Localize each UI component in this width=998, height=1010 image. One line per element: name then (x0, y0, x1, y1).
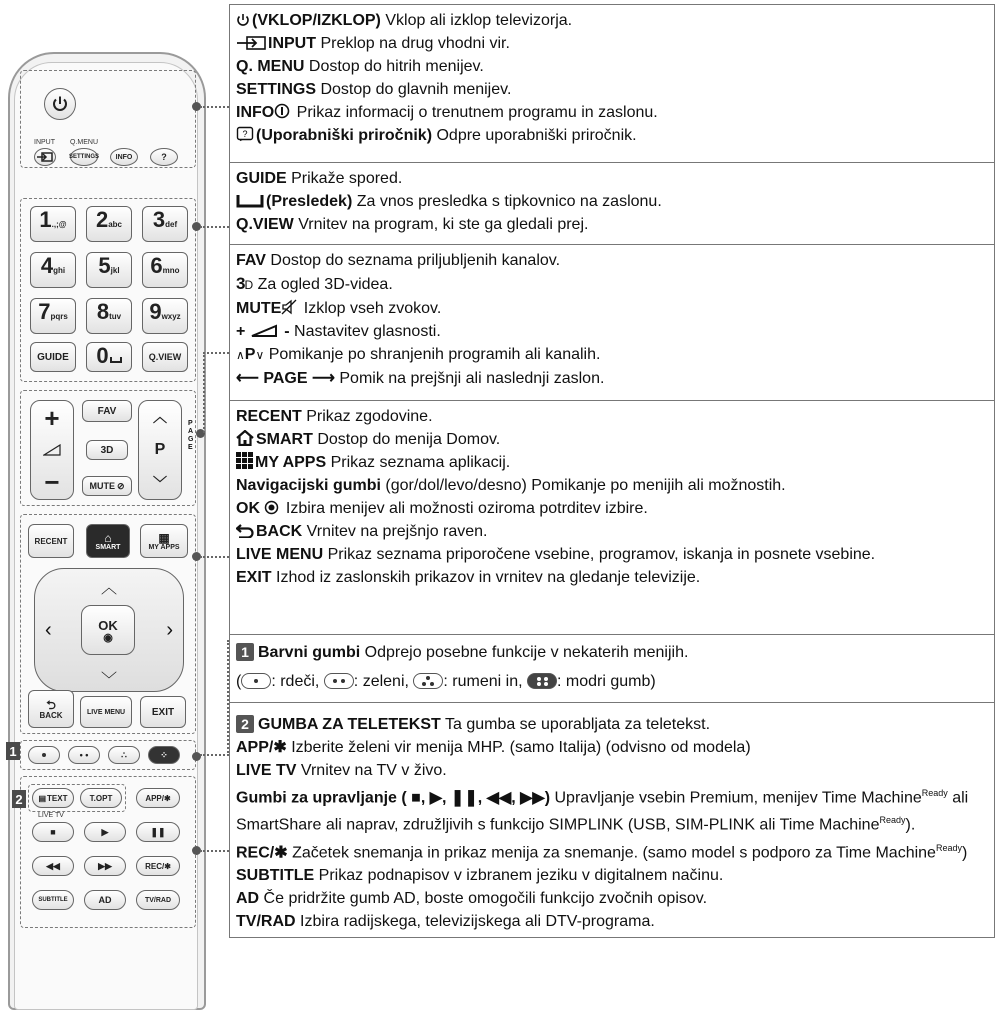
apps-grid-icon: ▦ (158, 530, 170, 545)
number-key-letters: mno (162, 266, 180, 275)
info-name: INFO (236, 104, 275, 121)
green-desc: : zeleni, (353, 673, 414, 690)
number-key-3[interactable] (142, 206, 188, 242)
guide-button[interactable] (30, 342, 76, 372)
control-buttons-name: Gumbi za upravljanje (236, 789, 397, 807)
desc-settings (236, 78, 988, 101)
ad-button-label: AD (98, 895, 112, 905)
volume-rocker[interactable] (30, 400, 74, 500)
exit-desc: Izhod iz zaslonskih prikazov in vrnitev na gledanje televizije. (271, 569, 701, 586)
number-key-letters: def (165, 220, 178, 229)
navigation-desc: (gor/dol/levo/desno) Pomikanje po menijih ali možnostih. (380, 477, 786, 494)
recent-button-label: RECENT (34, 536, 68, 546)
desc-control-buttons (236, 782, 988, 837)
program-label: P (154, 441, 166, 458)
power-icon (236, 13, 250, 27)
zero-space-button[interactable] (86, 342, 132, 372)
green-key-icon (324, 673, 354, 689)
topt-button[interactable] (80, 788, 122, 808)
chevron-down-icon: ﹀ (153, 475, 167, 491)
connector-5 (200, 640, 229, 756)
number-key-digit: 6 (150, 253, 162, 278)
number-key-digit: 2 (95, 207, 108, 232)
program-name: P (244, 346, 256, 363)
home-icon (236, 430, 254, 446)
page-desc: Pomik na prejšnji ali naslednji zaslon. (334, 370, 605, 387)
stop-icon: ■ (50, 827, 56, 837)
livetv-label: LIVE TV (38, 812, 64, 819)
desc-livemenu (236, 543, 956, 566)
number-key-digit: 1 (39, 207, 51, 232)
space-icon (110, 357, 122, 363)
number-key-letters: tuv (109, 312, 122, 321)
volume-down-label: − (44, 467, 60, 497)
desc-navigation (236, 474, 988, 497)
qmenu-name: Q. MENU (236, 58, 305, 75)
group-power-menus (229, 4, 995, 162)
exit-name: EXIT (236, 569, 272, 586)
book-icon: ? (161, 152, 167, 162)
myapps-button[interactable] (140, 524, 188, 558)
connector-6 (200, 850, 229, 852)
number-key-digit: 3 (152, 207, 165, 232)
yellow-desc: : rumeni in, (443, 673, 527, 690)
number-key-digit: 7 (38, 299, 50, 324)
yellow-key-icon (413, 673, 443, 689)
volume-minus: - (279, 323, 290, 340)
number-key-letters: abc (108, 220, 123, 229)
space-icon (236, 194, 264, 208)
input-button[interactable] (34, 148, 56, 166)
manual-desc: Odpre uporabniški priročnik. (432, 127, 637, 144)
remote-control-illustration (0, 0, 220, 1010)
control-buttons-symbols: ( ■, ▶, ❚❚, ◀◀, ▶▶) (396, 789, 551, 807)
fastforward-button[interactable] (84, 856, 126, 876)
app-button[interactable] (136, 788, 180, 808)
number-key-letters: jkl (110, 266, 120, 275)
number-key-2[interactable] (86, 206, 132, 242)
rec-button[interactable] (136, 856, 180, 876)
number-key-5[interactable] (86, 252, 132, 288)
ad-name: AD (236, 889, 260, 907)
desc-subtitle (236, 864, 988, 887)
qview-button[interactable] (142, 342, 188, 372)
control-buttons-desc-1: Upravljanje vsebin Premium, menijev Time Machine (550, 789, 922, 807)
guide-button-label: GUIDE (37, 351, 69, 363)
mute-name: MUTE (236, 300, 282, 317)
group-color-buttons (229, 634, 995, 702)
text-icon: ▤ (38, 793, 47, 803)
red-key-icon (241, 673, 271, 689)
desc-exit (236, 566, 988, 589)
subtitle-button-label: SUBTITLE (38, 897, 68, 903)
open-paren: ( (236, 673, 242, 690)
nav-down-icon[interactable]: ﹀ (101, 672, 118, 689)
power-icon (51, 95, 69, 113)
connector-3 (203, 352, 229, 433)
home-icon: ⌂ (104, 530, 112, 545)
qmenu-desc: Dostop do hitrih menijev. (304, 58, 484, 75)
connector-1 (200, 106, 229, 108)
number-key-letters: ghi (53, 266, 66, 275)
number-key-digit: 9 (149, 299, 161, 324)
qmenu-label: Q.MENU (70, 139, 98, 146)
ok-button-label: OK (98, 617, 118, 633)
desc-recent (236, 405, 988, 428)
fav-name: FAV (236, 252, 266, 269)
livemenu-button-label: LIVE MENU (86, 708, 126, 716)
space-desc: Za vnos presledka s tipkovnico na zaslonu. (352, 193, 662, 210)
program-rocker[interactable] (138, 400, 182, 500)
myapps-desc: Prikaz seznama aplikacij. (326, 454, 511, 471)
power-name: (VKLOP/IZKLOP) (252, 12, 381, 29)
qview-name: Q.VIEW (236, 216, 294, 233)
group-guide-space (229, 162, 995, 244)
group-volume-channel (229, 244, 995, 400)
blue-key-icon (527, 673, 557, 689)
control-buttons-desc-3: ). (905, 816, 916, 834)
svg-text:?: ? (242, 129, 248, 139)
desc-smart (236, 428, 988, 451)
desc-power (236, 9, 988, 32)
subtitle-name: SUBTITLE (236, 866, 315, 884)
desc-guide (236, 167, 988, 190)
connector-2 (200, 226, 229, 228)
page-vertical-label: PAGE (188, 420, 194, 451)
mute-desc: Izklop vseh zvokov. (299, 300, 442, 317)
rec-button-label: REC/✱ (145, 861, 171, 871)
input-icon (236, 36, 266, 50)
badge-1: 1 (6, 742, 20, 760)
fastforward-icon: ▶▶ (98, 860, 112, 871)
desc-rec (236, 837, 988, 864)
number-key-letters: .,;@ (51, 220, 67, 229)
manual-name: (Uporabniški priročnik) (256, 127, 433, 144)
qview-button-label: Q.VIEW (148, 352, 182, 362)
nav-up-icon[interactable]: ︿ (101, 580, 118, 597)
badge-1-icon: 1 (236, 643, 254, 661)
power-desc: Vklop ali izklop televizorja. (380, 12, 573, 29)
navigation-name: Navigacijski gumbi (236, 477, 381, 494)
page-name: PAGE (263, 370, 308, 387)
ok-desc: Izbira menijev ali možnosti oziroma potrditev izbire. (281, 500, 648, 517)
3d-button[interactable] (86, 440, 128, 460)
desc-color-keys (236, 670, 988, 693)
connector-4 (200, 556, 229, 558)
myapps-name: MY APPS (255, 454, 327, 471)
ready-superscript-1: Ready (921, 788, 948, 798)
rec-desc-1: Začetek snemanja in prikaz menija za snemanje. (samo model s podporo za Time Machine (287, 843, 936, 861)
page-left-arrow-icon: ⟵ (236, 370, 264, 387)
exit-button-label: EXIT (151, 706, 175, 718)
desc-manual (236, 124, 988, 147)
green-button[interactable]: • • (68, 746, 100, 764)
desc-ok (236, 497, 988, 520)
exit-button[interactable] (140, 696, 186, 728)
play-button[interactable] (84, 822, 126, 842)
desc-ad (236, 887, 988, 910)
input-name: INPUT (268, 35, 316, 52)
input-desc: Preklop na drug vhodni vir. (316, 35, 510, 52)
volume-up-label: + (44, 403, 60, 433)
mute-button[interactable] (82, 476, 132, 496)
yellow-button[interactable]: ∴ (108, 746, 140, 764)
ok-name: OK (236, 500, 260, 517)
desc-program (236, 343, 988, 367)
number-key-digit: 5 (98, 253, 110, 278)
teletext-name: GUMBA ZA TELETEKST (258, 716, 441, 733)
input-icon (37, 152, 53, 162)
manual-book-icon (236, 126, 254, 142)
number-key-9[interactable] (142, 298, 188, 334)
badge-2-icon: 2 (236, 715, 254, 733)
back-button[interactable] (28, 690, 74, 728)
number-key-7[interactable] (30, 298, 76, 334)
desc-3d (236, 272, 988, 297)
3d-icon: 3 (236, 274, 245, 293)
desc-color-buttons (236, 641, 988, 664)
group-teletext-playback (229, 702, 995, 938)
livemenu-desc: Prikaz seznama priporočene vsebine, programov, iskanja in posnete vsebine. (323, 546, 876, 563)
badge-2: 2 (12, 790, 26, 808)
rec-name: REC/✱ (236, 843, 288, 861)
livetv-desc: Vrnitev na TV v živo. (296, 762, 447, 779)
tvrad-name: TV/RAD (236, 912, 296, 930)
info-desc: Prikaz informacij o trenutnem programu in zaslonu. (292, 104, 658, 121)
desc-info (236, 101, 988, 124)
rec-desc-2: ) (961, 843, 968, 861)
back-name: BACK (256, 523, 303, 540)
3d-button-label: 3D (100, 444, 114, 456)
desc-space (236, 190, 988, 213)
rewind-icon: ◀◀ (46, 860, 60, 871)
blue-desc: : modri gumb) (556, 673, 656, 690)
number-key-6[interactable] (142, 252, 188, 288)
qview-desc: Vrnitev na program, ki ste ga gledali prej. (293, 216, 589, 233)
desc-tvrad (236, 910, 988, 933)
blue-button[interactable]: ⁘ (148, 746, 180, 764)
myapps-button-label: MY APPS (148, 543, 180, 551)
back-button-label: BACK (39, 710, 63, 720)
desc-input (236, 32, 988, 55)
number-key-letters: wxyz (161, 312, 181, 321)
desc-page (236, 367, 988, 390)
volume-icon (43, 444, 61, 456)
app-name: APP/✱ (236, 739, 287, 756)
mute-icon: ⊘ (116, 480, 125, 491)
tvrad-button[interactable] (136, 890, 180, 910)
number-key-4[interactable] (30, 252, 76, 288)
pause-icon: ❚❚ (150, 826, 166, 837)
mute-icon (281, 299, 297, 315)
chevron-up-icon: ︿ (153, 409, 167, 425)
desc-teletext (236, 713, 988, 736)
smart-name: SMART (256, 431, 313, 448)
volume-desc: Nastavitev glasnosti. (289, 323, 441, 340)
fav-button[interactable] (82, 400, 132, 422)
color-buttons-desc: Odprejo posebne funkcije v nekaterih menijih. (360, 644, 689, 661)
space-name: (Presledek) (266, 193, 353, 210)
desc-livetv (236, 759, 988, 782)
navigation-ring[interactable] (34, 568, 184, 692)
livetv-name: LIVE TV (236, 762, 297, 779)
rewind-button[interactable] (32, 856, 74, 876)
tvrad-button-label: TV/RAD (144, 896, 172, 904)
desc-myapps (236, 451, 988, 474)
pause-button[interactable] (136, 822, 180, 842)
stop-button[interactable] (32, 822, 74, 842)
nav-left-icon[interactable]: ‹ (45, 619, 52, 641)
ad-desc: Če pridržite gumb AD, boste omogočili funkcijo zvočnih opisov. (259, 889, 708, 907)
manual-button[interactable] (150, 148, 178, 166)
back-desc: Vrnitev na prejšnjo raven. (302, 523, 488, 540)
tvrad-desc: Izbira radijskega, televizijskega ali DTV-programa. (295, 912, 655, 930)
volume-plus: + (236, 323, 246, 340)
settings-button[interactable] (70, 148, 98, 166)
info-button[interactable] (110, 148, 138, 166)
color-buttons-name: Barvni gumbi (258, 644, 361, 661)
number-key-8[interactable] (86, 298, 132, 334)
nav-right-icon[interactable]: › (166, 619, 173, 641)
desc-app (236, 736, 988, 759)
livemenu-name: LIVE MENU (236, 546, 324, 563)
fav-desc: Dostop do seznama priljubljenih kanalov. (265, 252, 561, 269)
program-desc: Pomikanje po shranjenih programih ali kanalih. (264, 346, 601, 363)
desc-qview (236, 213, 988, 236)
settings-name: SETTINGS (236, 81, 317, 98)
back-arrow-icon: ⮌ (46, 697, 56, 712)
info-button-label: INFO (115, 153, 133, 161)
guide-desc: Prikaže spored. (286, 170, 403, 187)
settings-button-label: SETTINGS (69, 154, 100, 160)
number-key-digit: 4 (40, 253, 53, 278)
number-key-letters: pqrs (50, 312, 68, 321)
button-description-panel (229, 4, 995, 938)
desc-volume (236, 320, 988, 343)
ok-dot-icon: ◉ (103, 631, 113, 644)
desc-mute (236, 297, 988, 320)
text-button[interactable] (32, 788, 74, 808)
3d-desc: Za ogled 3D-videa. (253, 276, 393, 293)
back-arrow-icon (236, 524, 254, 538)
chevron-down-icon: ∨ (255, 348, 265, 362)
settings-desc: Dostop do glavnih menijev. (316, 81, 512, 98)
guide-name: GUIDE (236, 170, 287, 187)
ok-button[interactable] (81, 605, 135, 655)
ad-button[interactable] (84, 890, 126, 910)
topt-button-label: T.OPT (89, 793, 113, 803)
number-key-1[interactable] (30, 206, 76, 242)
smart-desc: Dostop do menija Domov. (312, 431, 501, 448)
input-label: INPUT (34, 139, 55, 146)
app-button-label: APP/✱ (145, 793, 171, 803)
teletext-desc: Ta gumba se uporabljata za teletekst. (440, 716, 711, 733)
power-button[interactable] (44, 88, 76, 120)
desc-back (236, 520, 988, 543)
fav-button-label: FAV (97, 405, 117, 417)
control-buttons-desc-2: ali SmartShare ali naprav, združljivih s funkcijo SIMPLINK (USB, SIM-PLINK ali Time Machine (236, 789, 969, 834)
3d-icon-d: D (244, 278, 254, 292)
smart-button[interactable] (86, 524, 130, 558)
ok-dot-icon (264, 500, 279, 515)
smart-button-label: SMART (95, 543, 121, 551)
recent-button[interactable] (28, 524, 74, 558)
subtitle-button[interactable] (32, 890, 74, 910)
group-navigation (229, 400, 995, 634)
ready-superscript-2: Ready (879, 815, 906, 826)
subtitle-desc: Prikaz podnapisov v izbranem jeziku v digitalnem načinu. (314, 866, 724, 884)
info-icon (274, 103, 290, 119)
play-icon: ▶ (101, 826, 109, 837)
chevron-up-icon: ∧ (236, 348, 245, 362)
livemenu-button[interactable] (80, 696, 132, 728)
volume-wedge-icon (250, 324, 278, 338)
recent-desc: Prikaz zgodovine. (301, 408, 433, 425)
recent-name: RECENT (236, 408, 302, 425)
page-right-arrow-icon: ⟶ (307, 370, 335, 387)
number-key-digit: 8 (96, 299, 109, 324)
desc-qmenu (236, 55, 988, 78)
desc-fav (236, 249, 988, 272)
zero-key-label: 0 (96, 343, 108, 368)
red-desc: : rdeči, (271, 673, 324, 690)
apps-grid-icon (236, 452, 253, 469)
text-button-label: TEXT (47, 793, 68, 803)
app-desc: Izberite želeni vir menija MHP. (samo Italija) (odvisno od modela) (286, 739, 751, 756)
ready-superscript-3: Ready (935, 842, 962, 853)
red-button[interactable] (28, 746, 60, 764)
mute-button-label: MUTE (89, 481, 115, 491)
